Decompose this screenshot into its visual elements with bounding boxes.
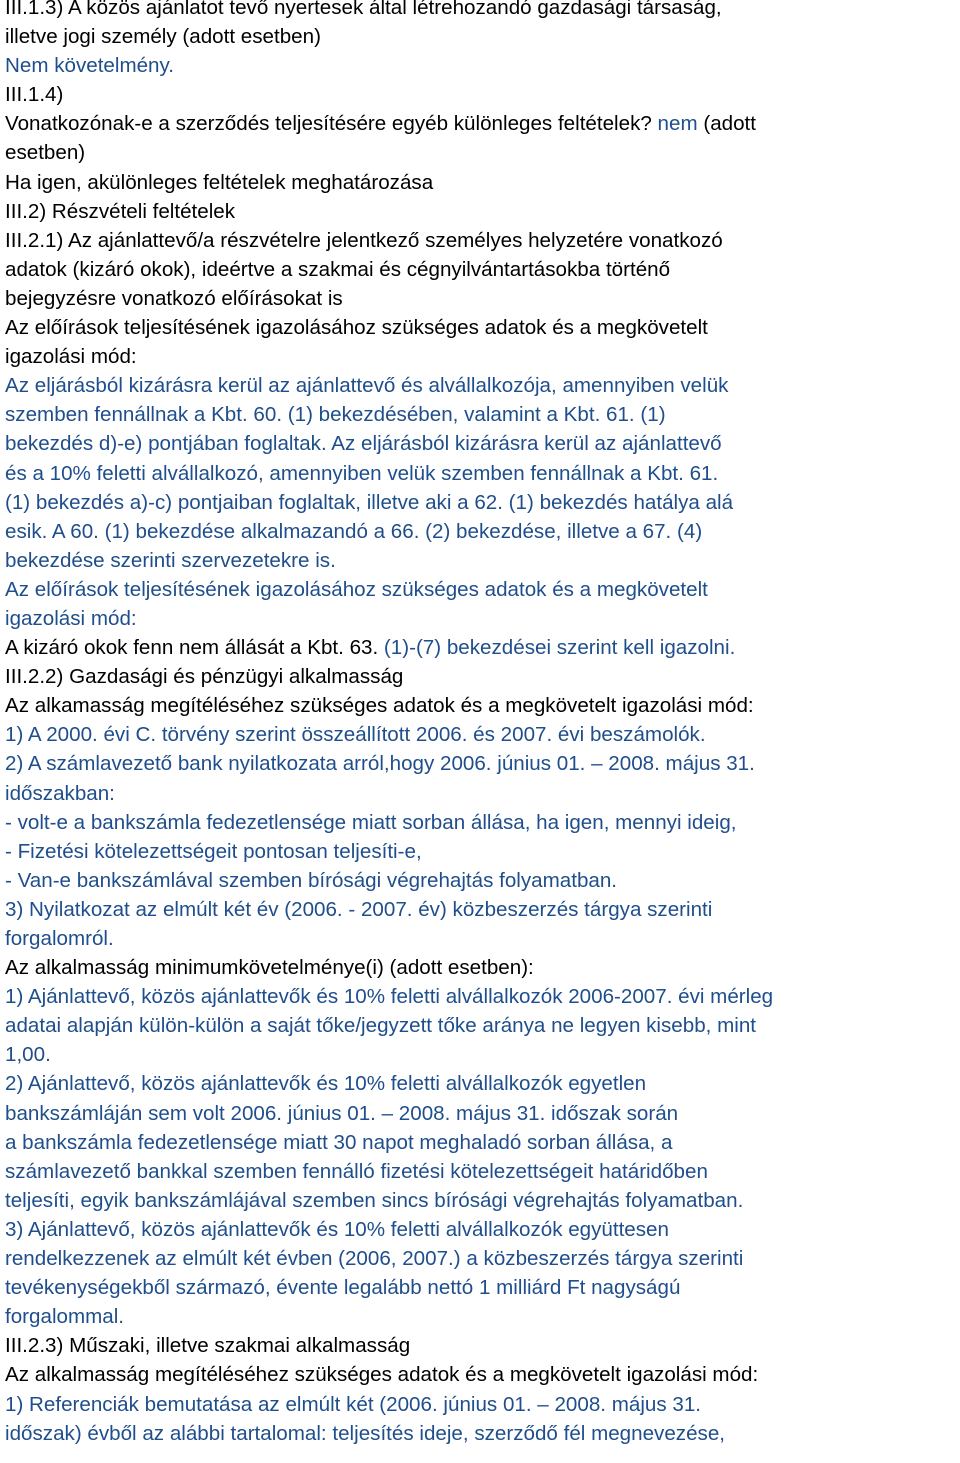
text-line [5,866,956,895]
text-line [5,924,956,953]
blue-text-segment: 1) Referenciák bemutatása az elmúlt két (2006. június 01. – 2008. május 31. [5,1392,702,1416]
blue-text-segment: forgalommal. [5,1305,125,1329]
text-line [5,400,956,429]
text-line [5,1360,956,1389]
text-line [5,1331,956,1360]
blue-text-segment: (1) bekezdés a)-c) pontjaiban foglaltak, illetve aki a 62. [5,490,503,514]
text-segment: adatok (kizáró okok), ideértve a szakmai és cégnyilvántartásokba történő [5,257,671,281]
text-segment: III.2.3) Műszaki, illetve szakmai alkalmasság [5,1334,411,1358]
blue-text-segment: tevékenységekből származó, évente legalább nettó 1 milliárd Ft nagyságú [5,1276,681,1300]
text-segment: III.2) Részvételi feltételek [5,199,236,223]
text-segment: esetben) [5,141,86,165]
text-line [5,1069,956,1098]
blue-text-segment: (1) bekezdésében, valamint a Kbt. 61. [282,403,635,427]
text-segment: (adott [697,112,756,136]
blue-text-segment: (1) bekezdése alkalmazandó a 66. [98,519,420,543]
blue-text-segment: 2) Ajánlattevő, közös ajánlattevők és 10% feletti alvállalkozók egyetlen [5,1072,647,1096]
text-line [5,22,956,51]
text-line [5,633,956,662]
blue-text-segment: Az előírások teljesítésének igazolásához szükséges adatok és a megkövetelt [5,577,708,601]
text-line [5,779,956,808]
blue-text-segment: forgalomról. [5,927,114,950]
text-line [5,371,956,400]
text-line [5,197,956,226]
text-line [5,953,956,982]
text-line [5,1157,956,1186]
text-segment: Az előírások teljesítésének igazolásához szükséges adatok és a megkövetelt [5,316,708,340]
text-line [5,255,956,284]
text-line [5,342,956,371]
text-line [5,284,956,313]
blue-text-segment: (1) bekezdés hatálya alá [502,490,734,514]
text-line [5,80,956,109]
text-line [5,1273,956,1302]
text-line [5,546,956,575]
text-segment: bejegyzésre vonatkozó előírásokat is [5,286,343,310]
text-segment: igazolási mód: [5,345,137,369]
text-segment: III.2.1) Az ajánlattevő/a részvételre jelentkező személyes helyzetére vonatkozó [5,228,723,252]
text-line [5,982,956,1011]
text-line [5,604,956,633]
blue-text-segment: (4) [671,519,703,543]
text-line [5,575,956,604]
blue-text-segment: bankszámláján sem volt 2006. június 01. – 2008. május 31. időszak során [5,1101,679,1125]
text-segment: Az alkalmasság minimumkövetelménye(i) (adott esetben): [5,956,534,980]
text-line [5,691,956,720]
text-line [5,1302,956,1331]
blue-text-segment: adatai alapján külön-külön a saját tőke/jegyzett tőke aránya ne legyen kisebb, mint [5,1014,756,1038]
text-segment: III.1.3) A közös ajánlatot tevő nyertesek által létrehozandó gazdasági társaság, [5,0,722,19]
blue-text-segment: és a 10% feletti alvállalkozó, amennyiben velük szemben fennállnak a Kbt. 61. [5,461,719,485]
text-line [5,895,956,924]
blue-text-segment: nem [657,112,698,136]
blue-text-segment: igazolási mód: [5,606,137,630]
text-line [5,226,956,255]
text-segment: III.1.4) [5,83,64,107]
text-line [5,109,956,138]
text-line [5,488,956,517]
blue-text-segment: (1)-(7) bekezdései szerint kell igazolni. [378,636,736,660]
text-segment: Ha igen, akülönleges feltételek meghatározása [5,170,434,194]
blue-text-segment: bekezdése szerinti szervezetekre is. [5,548,336,572]
text-line [5,459,956,488]
text-line [5,808,956,837]
text-line [5,662,956,691]
text-segment: illetve jogi személy (adott esetben) [5,25,321,49]
text-line [5,0,956,22]
blue-text-segment: - Fizetési kötelezettségeit pontosan teljesíti-e, [5,839,422,863]
blue-text-segment: teljesíti, egyik bankszámlájával szemben sincs bírósági végrehajtás folyamatban. [5,1188,744,1212]
text-line [5,1215,956,1244]
blue-text-segment: 1) A 2000. évi C. törvény szerint összeállított 2006. és 2007. évi beszámolók. [5,723,706,747]
text-line [5,1419,956,1448]
blue-text-segment: 3) Nyilatkozat az elmúlt két év (2006. - 2007. év) közbeszerzés tárgya szerinti [5,897,713,921]
text-line [5,1099,956,1128]
text-line [5,1390,956,1419]
text-line [5,1011,956,1040]
blue-text-segment: 1,00. [5,1043,51,1067]
blue-text-segment: 3) Ajánlattevő, közös ajánlattevők és 10% feletti alvállalkozók együttesen [5,1217,669,1241]
text-line [5,1040,956,1069]
text-line [5,168,956,197]
blue-text-segment: (1) [634,403,666,427]
blue-text-segment: esik. A 60. [5,519,99,543]
blue-text-segment: bekezdés d)-e) pontjában foglaltak. [5,432,332,456]
blue-text-segment: (2) bekezdése, illetve a 67. [419,519,672,543]
text-line [5,837,956,866]
text-line [5,1128,956,1157]
blue-text-segment: rendelkezzenek az elmúlt két évben (2006, 2007.) a közbeszerzés tárgya szerinti [5,1247,744,1271]
blue-text-segment: Nem követelmény. [5,54,175,78]
blue-text-segment: számlavezető bankkal szemben fennálló fizetési kötelezettségeit határidőben [5,1159,708,1183]
text-line [5,517,956,546]
blue-text-segment: Az eljárásból kizárásra kerül az ajánlattevő és alvállalkozója, amennyiben velük [5,374,729,398]
blue-text-segment: időszak) évből az alábbi tartalomal: teljesítés ideje, szerződő fél megnevezése, [5,1421,726,1445]
text-line [5,1186,956,1215]
text-line [5,1244,956,1273]
text-line [5,429,956,458]
text-line [5,138,956,167]
blue-text-segment: szemben fennállnak a Kbt. 60. [5,403,283,427]
text-segment: A kizáró okok fenn nem állását a Kbt. 63. [5,636,379,660]
blue-text-segment: a bankszámla fedezetlensége miatt 30 napot meghaladó sorban állása, a [5,1130,673,1154]
blue-text-segment: - Van-e bankszámlával szemben bírósági végrehajtás folyamatban. [5,868,618,892]
text-line [5,51,956,80]
text-segment: III.2.2) Gazdasági és pénzügyi alkalmasság [5,665,404,689]
blue-text-segment: 1) Ajánlattevő, közös ajánlattevők és 10% feletti alvállalkozók 2006-2007. évi mérleg [5,985,774,1009]
text-segment: Az alkamasság megítéléséhez szükséges adatok és a megkövetelt igazolási mód: [5,694,754,718]
blue-text-segment: - volt-e a bankszámla fedezetlensége miatt sorban állása, ha igen, mennyi ideig, [5,810,737,834]
text-line [5,720,956,749]
blue-text-segment: Az eljárásból kizárásra kerül az ajánlattevő [331,432,722,456]
text-line [5,313,956,342]
blue-text-segment: 2) A számlavezető bank nyilatkozata arról,hogy 2006. június 01. – 2008. május 31. [5,752,755,776]
blue-text-segment: időszakban: [5,781,115,805]
text-segment: Az alkalmasság megítéléséhez szükséges adatok és a megkövetelt igazolási mód: [5,1363,759,1387]
text-segment: Vonatkozónak-e a szerződés teljesítésére egyéb különleges feltételek? [5,112,658,136]
text-line [5,749,956,778]
